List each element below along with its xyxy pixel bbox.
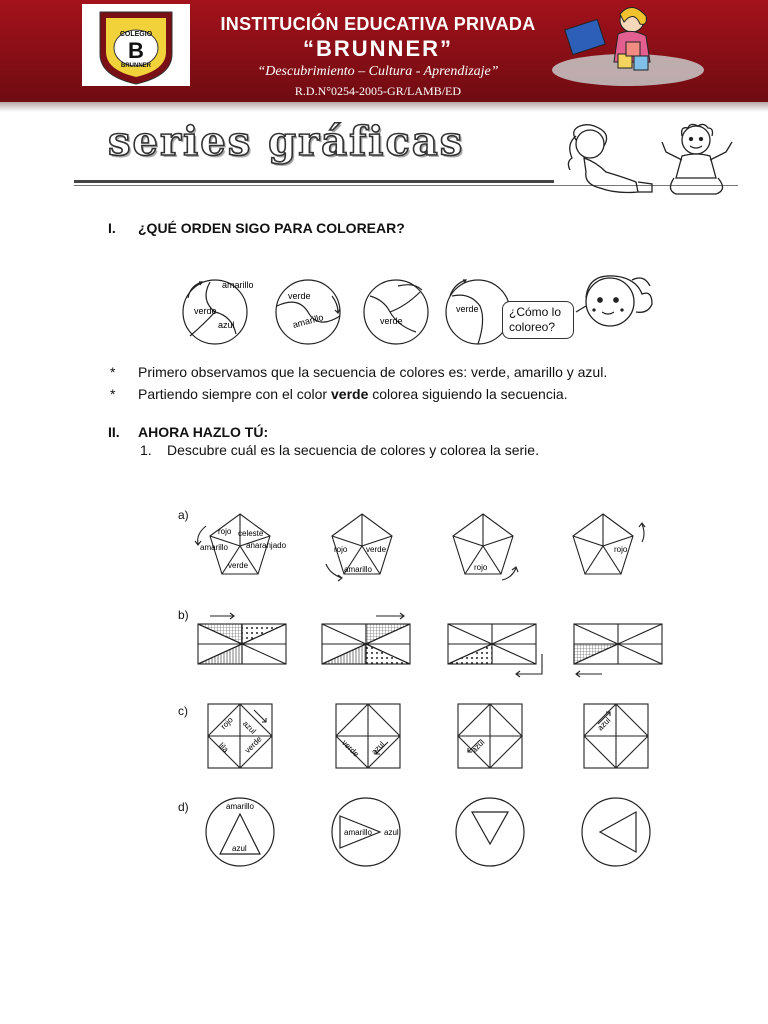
bullet2-pre: Partiendo siempre con el color <box>138 386 331 402</box>
c2-verde: verde <box>340 738 361 759</box>
c2-verde-label: verde <box>288 291 311 301</box>
a2-verde: verde <box>366 545 387 554</box>
bullet1-text: Primero observamos que la secuencia de colores es: verde, amarillo y azul. <box>138 364 608 380</box>
a1-rojo: rojo <box>218 527 232 536</box>
a1-amarillo: amarillo <box>200 543 229 552</box>
item1-text: Descubre cuál es la secuencia de colores y colorea la serie. <box>167 442 539 458</box>
c1-verde-label: verde <box>194 306 217 316</box>
row-d-label: d) <box>178 800 189 814</box>
a2-rojo: rojo <box>334 545 348 554</box>
a1-verde: verde <box>228 561 249 570</box>
bullet2-text <box>138 386 568 402</box>
school-crest-icon <box>82 4 190 86</box>
c2-azul: azul <box>369 739 387 757</box>
row-b-rectangles <box>190 606 670 686</box>
children-illustration-icon <box>556 122 742 200</box>
c3-verde-label: verde <box>380 316 403 326</box>
school-slogan: “Descubrimiento – Cultura - Aprendizaje” <box>257 64 499 79</box>
a2-amarillo: amarillo <box>344 565 373 574</box>
speech-bubble: ¿Cómo lo coloreo? <box>502 301 574 339</box>
c1-lila: lila <box>216 741 231 755</box>
d2-amarillo: amarillo <box>344 828 373 837</box>
c1-azul: azul <box>240 719 258 736</box>
section2-heading: AHORA HAZLO TÚ: <box>138 424 269 440</box>
row-a-pentagons <box>190 508 670 588</box>
d1-amarillo: amarillo <box>226 802 255 811</box>
section2-number: II. <box>108 424 120 440</box>
logo-text: COLEGIO <box>119 31 153 38</box>
a4-rojo: rojo <box>614 545 628 554</box>
row-d-circles <box>190 794 670 870</box>
section1-heading: ¿QUÉ ORDEN SIGO PARA COLOREAR? <box>138 220 405 236</box>
a1-celeste: celeste <box>238 529 264 538</box>
title-underline <box>74 180 554 183</box>
bullet2-mark: * <box>110 386 116 402</box>
c2-amarillo-label: amarillo <box>291 312 325 330</box>
school-header <box>0 0 768 112</box>
c1-amarillo-label: amarillo <box>222 280 254 290</box>
c4-azul: azul <box>595 715 613 733</box>
section1-number: I. <box>108 220 116 236</box>
d1-azul: azul <box>232 844 247 853</box>
logo-bottom-text: BRUNNER <box>121 63 151 69</box>
bullet1-mark: * <box>110 364 116 380</box>
row-c-squares <box>190 698 670 774</box>
c1-rojo: rojo <box>219 715 235 732</box>
row-b-label: b) <box>178 608 189 622</box>
reading-girl-illustration-icon <box>548 2 708 90</box>
example-circles <box>170 276 530 346</box>
header-band <box>0 102 768 112</box>
bullet2-post: colorea siguiendo la secuencia. <box>368 386 568 402</box>
logo-letter: B <box>128 38 144 63</box>
page-title: series gráficas <box>108 118 465 165</box>
a1-anaranjado: anaranjado <box>246 541 287 550</box>
a3-rojo: rojo <box>474 563 488 572</box>
bullet2-bold: verde <box>331 386 369 402</box>
school-logo <box>82 4 190 86</box>
c4-verde-label: verde <box>456 304 479 314</box>
d2-azul: azul <box>384 828 399 837</box>
institution-title: INSTITUCIÓN EDUCATIVA PRIVADA <box>220 14 536 34</box>
girl-face-icon <box>572 270 658 332</box>
resolution-number: R.D.N°0254-2005-GR/LAMB/ED <box>294 84 462 98</box>
item1-number: 1. <box>140 442 152 458</box>
row-c-label: c) <box>178 704 188 718</box>
c1-azul-label: azul <box>218 320 235 330</box>
c1-verde: verde <box>243 734 264 756</box>
school-name: “BRUNNER” <box>303 36 453 61</box>
c3-azul: azul <box>469 737 487 755</box>
row-a-label: a) <box>178 508 189 522</box>
